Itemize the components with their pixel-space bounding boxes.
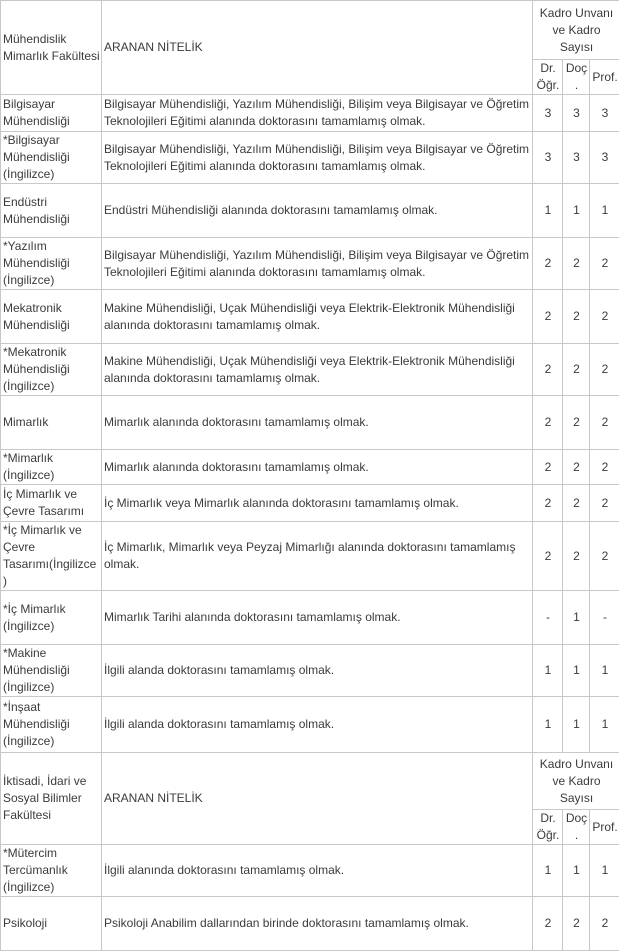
department-name: *Mimarlık (İngilizce): [1, 450, 102, 485]
count-doc: 2: [563, 238, 590, 290]
requirement-text: Mimarlık alanında doktorasını tamamlamış olmak.: [102, 396, 533, 450]
table-row: [1, 344, 619, 396]
requirement-text: Mimarlık alanında doktorasını tamamlamış olmak.: [102, 450, 533, 485]
count-prof: 2: [590, 897, 619, 951]
requirement-text: Bilgisayar Mühendisliği, Yazılım Mühendisliği, Bilişim veya Bilgisayar ve Öğretim Teknolojileri Eğitimi alanında doktorasını tamamlamış olmak.: [102, 95, 533, 132]
count-prof: 2: [590, 290, 619, 344]
table-row: [1, 845, 619, 897]
table-row: [1, 897, 619, 951]
section-header-row: [1, 753, 619, 810]
subheader-dr: Dr. Öğr.: [533, 810, 563, 845]
count-doc: 1: [563, 697, 590, 753]
table-row: [1, 95, 619, 132]
count-dr: 3: [533, 95, 563, 132]
count-doc: 2: [563, 522, 590, 591]
count-doc: 2: [563, 897, 590, 951]
count-dr: 1: [533, 697, 563, 753]
count-doc: 2: [563, 450, 590, 485]
count-doc: 1: [563, 184, 590, 238]
requirement-text: İlgili alanında doktorasını tamamlamış olmak.: [102, 845, 533, 897]
faculty-name: Mühendislik Mimarlık Fakültesi: [1, 1, 102, 95]
table-row: [1, 396, 619, 450]
kadro-header: Kadro Unvanı ve Kadro Sayısı: [533, 1, 619, 60]
requirement-text: İç Mimarlık, Mimarlık veya Peyzaj Mimarlığı alanında doktorasını tamamlamış olmak.: [102, 522, 533, 591]
requirement-text: İlgili alanda doktorasını tamamlamış olmak.: [102, 697, 533, 753]
count-dr: 1: [533, 645, 563, 697]
department-name: *İç Mimarlık (İngilizce): [1, 591, 102, 645]
requirement-text: Bilgisayar Mühendisliği, Yazılım Mühendisliği, Bilişim veya Bilgisayar ve Öğretim Teknolojileri Eğitimi alanında doktorasını tamamlamış olmak.: [102, 238, 533, 290]
count-prof: 2: [590, 450, 619, 485]
kadro-header: Kadro Unvanı ve Kadro Sayısı: [533, 753, 619, 810]
count-prof: 1: [590, 845, 619, 897]
table-row: [1, 184, 619, 238]
count-dr: 2: [533, 396, 563, 450]
department-name: *Makine Mühendisliği (İngilizce): [1, 645, 102, 697]
requirement-text: Psikoloji Anabilim dallarından birinde doktorasını tamamlamış olmak.: [102, 897, 533, 951]
count-dr: 2: [533, 290, 563, 344]
count-dr: 2: [533, 238, 563, 290]
count-prof: 2: [590, 522, 619, 591]
table-row: [1, 450, 619, 485]
requirement-text: İlgili alanda doktorasını tamamlamış olmak.: [102, 645, 533, 697]
count-doc: 1: [563, 845, 590, 897]
count-doc: 1: [563, 645, 590, 697]
department-name: *İç Mimarlık ve Çevre Tasarımı(İngilizce): [1, 522, 102, 591]
department-name: Endüstri Mühendisliği: [1, 184, 102, 238]
requirement-text: Makine Mühendisliği, Uçak Mühendisliği veya Elektrik-Elektronik Mühendisliği alanında doktorasını tamamlamış olmak.: [102, 290, 533, 344]
table-row: [1, 591, 619, 645]
count-doc: 3: [563, 132, 590, 184]
table-row: [1, 485, 619, 522]
department-name: Mimarlık: [1, 396, 102, 450]
requirement-header: ARANAN NİTELİK: [102, 753, 533, 845]
count-dr: 3: [533, 132, 563, 184]
count-dr: 2: [533, 450, 563, 485]
count-prof: 2: [590, 485, 619, 522]
count-dr: 1: [533, 845, 563, 897]
department-name: *Yazılım Mühendisliği (İngilizce): [1, 238, 102, 290]
count-doc: 2: [563, 396, 590, 450]
count-doc: 2: [563, 290, 590, 344]
table-row: [1, 132, 619, 184]
department-name: Psikoloji: [1, 897, 102, 951]
subheader-prof: Prof.: [590, 810, 619, 845]
count-doc: 3: [563, 95, 590, 132]
count-dr: 2: [533, 897, 563, 951]
requirement-text: Makine Mühendisliği, Uçak Mühendisliği veya Elektrik-Elektronik Mühendisliği alanında doktorasını tamamlamış olmak.: [102, 344, 533, 396]
faculty-name: İktisadi, İdari ve Sosyal Bilimler Fakültesi: [1, 753, 102, 845]
requirement-header: ARANAN NİTELİK: [102, 1, 533, 95]
count-prof: 3: [590, 132, 619, 184]
count-prof: 1: [590, 645, 619, 697]
department-name: *Mekatronik Mühendisliği (İngilizce): [1, 344, 102, 396]
count-dr: -: [533, 591, 563, 645]
count-dr: 1: [533, 184, 563, 238]
table-row: [1, 645, 619, 697]
section-header-row: [1, 1, 619, 60]
subheader-dr: Dr. Öğr.: [533, 60, 563, 95]
requirement-text: İç Mimarlık veya Mimarlık alanında doktorasını tamamlamış olmak.: [102, 485, 533, 522]
count-prof: 2: [590, 238, 619, 290]
department-name: İç Mimarlık ve Çevre Tasarımı: [1, 485, 102, 522]
count-prof: 2: [590, 396, 619, 450]
count-doc: 2: [563, 344, 590, 396]
requirement-text: Bilgisayar Mühendisliği, Yazılım Mühendisliği, Bilişim veya Bilgisayar ve Öğretim Teknolojileri Eğitimi alanında doktorasını tamamlamış olmak.: [102, 132, 533, 184]
table-row: [1, 238, 619, 290]
requirement-text: Endüstri Mühendisliği alanında doktorasını tamamlamış olmak.: [102, 184, 533, 238]
count-prof: -: [590, 591, 619, 645]
department-name: *Bilgisayar Mühendisliği (İngilizce): [1, 132, 102, 184]
count-dr: 2: [533, 522, 563, 591]
department-name: *İnşaat Mühendisliği (İngilizce): [1, 697, 102, 753]
count-dr: 2: [533, 485, 563, 522]
requirement-text: Mimarlık Tarihi alanında doktorasını tamamlamış olmak.: [102, 591, 533, 645]
department-name: Mekatronik Mühendisliği: [1, 290, 102, 344]
table-row: [1, 522, 619, 591]
count-prof: 2: [590, 344, 619, 396]
count-doc: 2: [563, 485, 590, 522]
table-row: [1, 290, 619, 344]
department-name: *Mütercim Tercümanlık (İngilizce): [1, 845, 102, 897]
count-prof: 3: [590, 95, 619, 132]
count-prof: 1: [590, 184, 619, 238]
table-row: [1, 697, 619, 753]
subheader-doc: Doç.: [563, 810, 590, 845]
count-doc: 1: [563, 591, 590, 645]
subheader-doc: Doç.: [563, 60, 590, 95]
count-prof: 1: [590, 697, 619, 753]
department-name: Bilgisayar Mühendisliği: [1, 95, 102, 132]
count-dr: 2: [533, 344, 563, 396]
subheader-prof: Prof.: [590, 60, 619, 95]
